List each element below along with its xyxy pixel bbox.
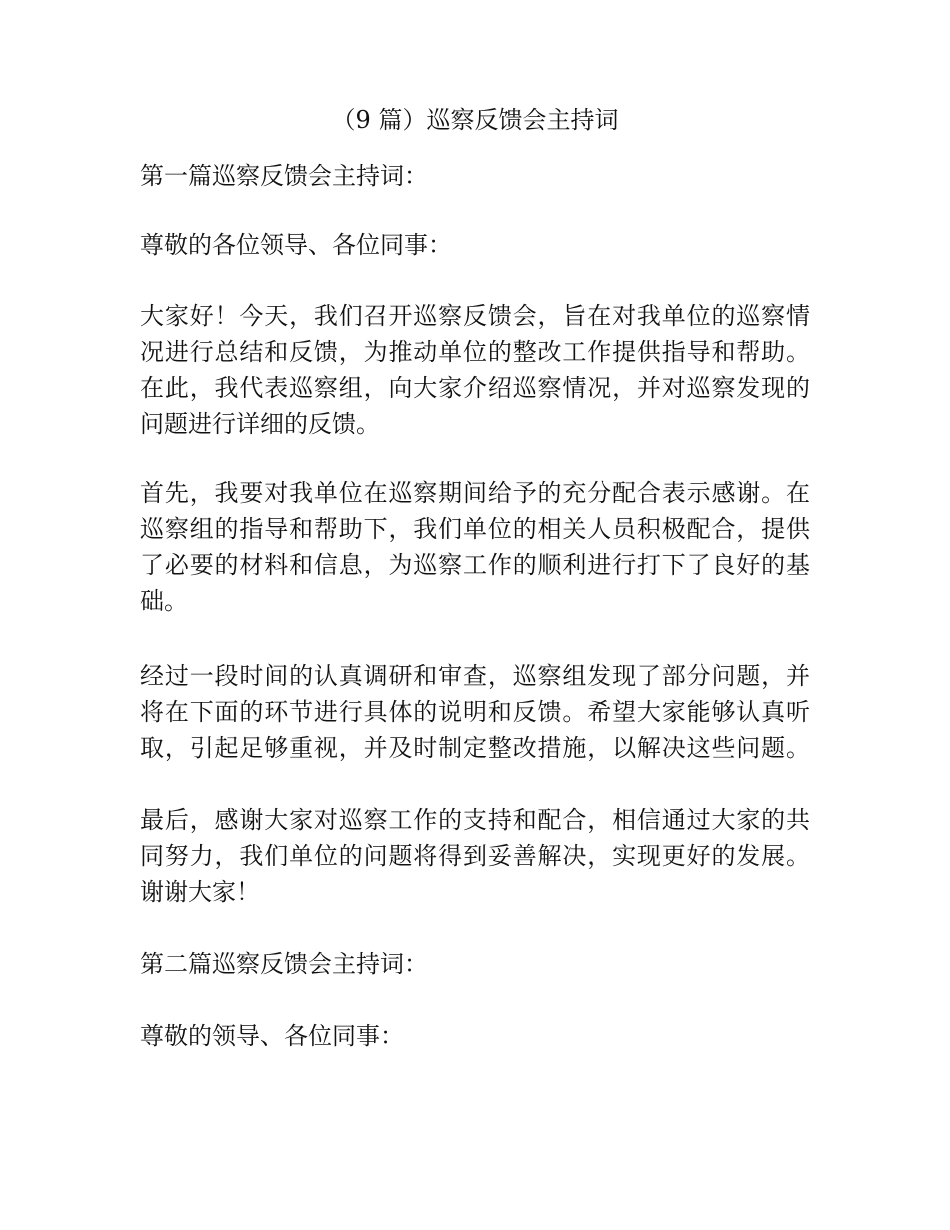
section-1-paragraph-3 — [140, 658, 810, 766]
section-2-greeting — [140, 1018, 810, 1054]
paragraph-line: 问题进行详细的反馈。 — [140, 410, 380, 438]
section-1-heading-text: 第一篇巡察反馈会主持词： — [140, 162, 428, 190]
section-1-greeting-text: 尊敬的各位领导、各位同事： — [140, 231, 452, 259]
paragraph-line: 将在下面的环节进行具体的说明和反馈。希望大家能够认真听 — [140, 698, 810, 726]
section-1-paragraph-4 — [140, 802, 810, 910]
paragraph-line: 谢谢大家！ — [140, 878, 260, 906]
paragraph-line: 取，引起足够重视，并及时制定整改措施，以解决这些问题。 — [140, 734, 810, 762]
paragraph-line: 经过一段时间的认真调研和审查，巡察组发现了部分问题，并 — [140, 662, 810, 690]
section-2-greeting-text: 尊敬的领导、各位同事： — [140, 1022, 404, 1050]
paragraph-line: 最后，感谢大家对巡察工作的支持和配合，相信通过大家的共 — [140, 806, 810, 834]
paragraph-line: 在此，我代表巡察组，向大家介绍巡察情况，并对巡察发现的 — [140, 374, 810, 402]
section-2-heading — [140, 946, 810, 982]
paragraph-line: 首先，我要对我单位在巡察期间给予的充分配合表示感谢。在 — [140, 479, 810, 507]
document-title: （9 篇）巡察反馈会主持词 — [331, 106, 619, 134]
section-2-heading-text: 第二篇巡察反馈会主持词： — [140, 950, 428, 978]
paragraph-line: 大家好！今天，我们召开巡察反馈会，旨在对我单位的巡察情 — [140, 302, 810, 330]
paragraph-line: 况进行总结和反馈，为推动单位的整改工作提供指导和帮助。 — [140, 338, 810, 366]
paragraph-line: 巡察组的指导和帮助下，我们单位的相关人员积极配合，提供 — [140, 515, 810, 543]
section-1-paragraph-1 — [140, 298, 810, 442]
section-1-heading — [140, 158, 810, 194]
section-1-paragraph-2 — [140, 475, 810, 619]
paragraph-line: 了必要的材料和信息，为巡察工作的顺利进行打下了良好的基 — [140, 551, 810, 579]
paragraph-line: 同努力，我们单位的问题将得到妥善解决，实现更好的发展。 — [140, 842, 810, 870]
section-1-greeting — [140, 227, 810, 263]
paragraph-line: 础。 — [140, 587, 188, 615]
